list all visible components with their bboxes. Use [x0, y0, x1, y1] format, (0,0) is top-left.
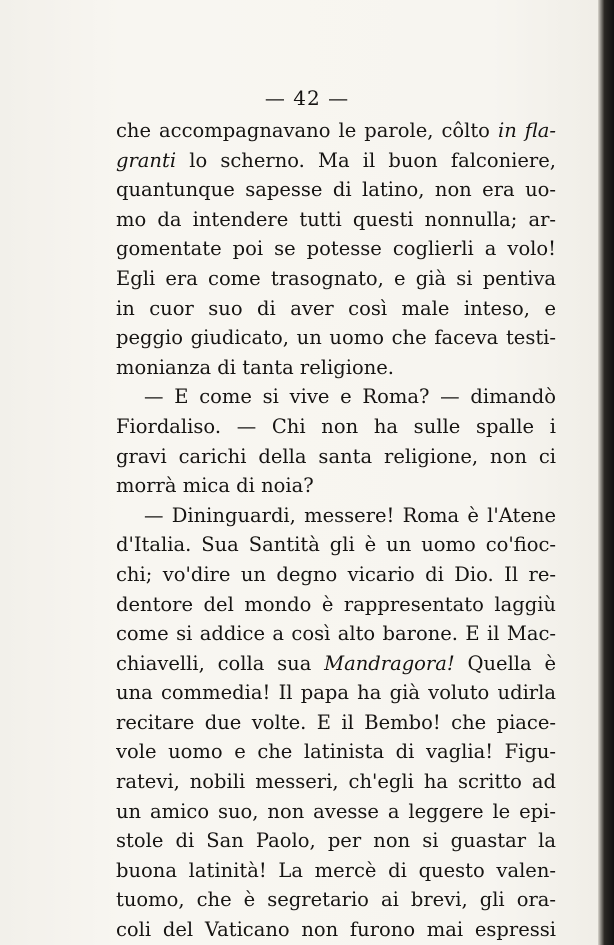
text-line-19: chiavelli, colla sua Mandragora! Quella è — [116, 651, 556, 675]
text-line-3: quantunque sapesse di latino, non era uo- — [116, 178, 556, 202]
text-line-26: buona latinità! La mercè di questo valen- — [116, 858, 556, 882]
text-line-5: gomentate poi se potesse coglierli a volo! — [116, 237, 556, 261]
text-line-6: Egli era come trasognato, e già si pentiva — [116, 266, 556, 290]
text-line-23: ratevi, nobili messeri, ch'egli ha scritto ad — [116, 770, 556, 794]
text-line-1: che accompagnavano le parole, côlto in fla- — [116, 119, 556, 142]
text-line-10: — E come si vive e Roma? — dimandò — [144, 385, 556, 409]
text-line-25: stole di San Paolo, per non si guastar la — [116, 829, 556, 853]
text-line-15: d'Italia. Sua Santità gli è un uomo co'fioc- — [116, 533, 556, 557]
text-line-18: come si addice a così alto barone. E il Mac- — [116, 622, 556, 646]
text-line-8: peggio giudicato, un uomo che faceva testi- — [116, 326, 556, 350]
text-line-7: in cuor suo di aver così male inteso, e — [116, 296, 556, 320]
text-line-16: chi; vo'dire un degno vicario di Dio. Il re- — [116, 562, 556, 586]
text-line-14: — Dininguardi, messere! Roma è l'Atene — [144, 503, 556, 527]
text-line-28: coli del Vaticano non furono mai espressi — [116, 918, 556, 942]
text-line-21: recitare due volte. E il Bembo! che piace- — [116, 710, 556, 734]
text-line-13: morrà mica di noia? — [116, 474, 314, 498]
text-line-9: monianza di tanta religione. — [116, 355, 394, 379]
text-line-22: vole uomo e che latinista di vaglia! Figu- — [116, 740, 556, 764]
page-binding-edge — [598, 0, 614, 945]
text-line-11: Fiordaliso. — Chi non ha sulle spalle i — [116, 414, 556, 438]
text-line-12: gravi carichi della santa religione, non ci — [116, 444, 556, 468]
text-line-27: tuomo, che è segretario ai brevi, gli ora- — [116, 888, 556, 912]
text-line-24: un amico suo, non avesse a leggere le epi- — [116, 799, 556, 823]
page-number: — 42 — — [264, 86, 350, 110]
text-line-20: una commedia! Il papa ha già voluto udirla — [116, 681, 556, 705]
text-line-2: granti lo scherno. Ma il buon falconiere, — [116, 148, 556, 172]
text-line-4: mo da intendere tutti questi nonnulla; ar- — [116, 207, 556, 231]
text-line-17: dentore del mondo è rappresentato laggiù — [116, 592, 556, 616]
body-text — [116, 116, 556, 945]
